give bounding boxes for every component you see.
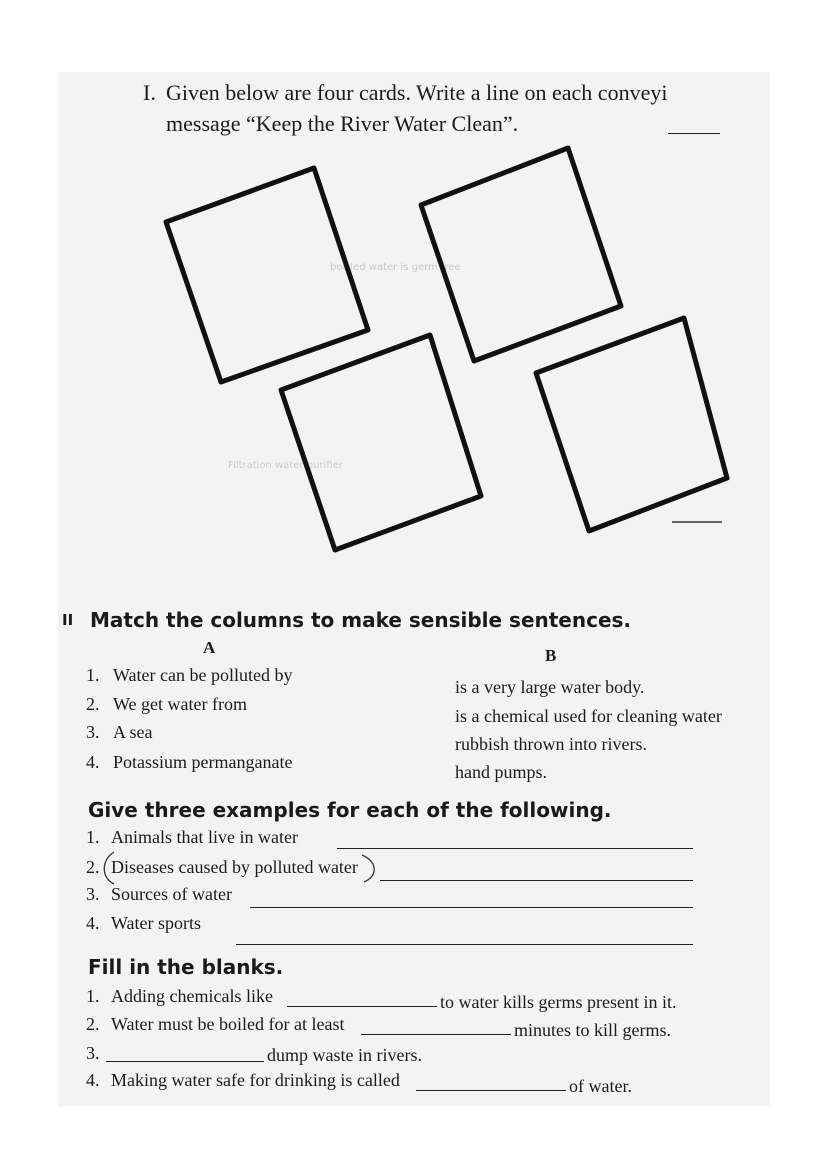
section-numeral: II xyxy=(62,611,74,629)
item-number: 2. xyxy=(86,1014,100,1034)
item-number: 4. xyxy=(86,752,100,772)
blank-text-after: minutes to kill germs. xyxy=(514,1020,671,1040)
bleed-caption-top: bottled water is germ free xyxy=(330,262,461,273)
section-heading: Give three examples for each of the following. xyxy=(88,798,612,822)
instruction-line-2: message “Keep the River Water Clean”. xyxy=(166,111,519,136)
column-b-item: is a very large water body. xyxy=(455,677,645,697)
blank-text-before: Water must be boiled for at least xyxy=(111,1014,345,1034)
blank-line[interactable] xyxy=(287,1006,437,1007)
item-number: 3. xyxy=(86,884,100,904)
blank-text-after: of water. xyxy=(569,1076,632,1096)
column-a-item: A sea xyxy=(113,722,153,742)
column-a-item: Potassium permanganate xyxy=(113,752,293,772)
blank-text-before: Adding chemicals like xyxy=(111,986,273,1006)
example-prompt: Sources of water xyxy=(111,884,232,904)
column-b-item: is a chemical used for cleaning water xyxy=(455,706,722,726)
bleed-caption-mid: Filtration water purifier xyxy=(228,460,343,471)
blank-text-before: Making water safe for drinking is called xyxy=(111,1070,400,1090)
item-number: 2. xyxy=(86,857,100,877)
column-a-item: We get water from xyxy=(113,694,247,714)
item-number: 1. xyxy=(86,827,100,847)
section-heading: Match the columns to make sensible sentences. xyxy=(90,608,632,632)
instruction-line-1: Given below are four cards. Write a line on each conveyi xyxy=(166,80,668,105)
item-number: 3. xyxy=(86,722,100,742)
item-number: 2. xyxy=(86,694,100,714)
section-heading: Fill in the blanks. xyxy=(88,955,284,979)
example-prompt: Animals that live in water xyxy=(111,827,298,847)
blank-line[interactable] xyxy=(106,1061,264,1062)
blank-text-after: to water kills germs present in it. xyxy=(440,992,677,1012)
item-number: 3. xyxy=(86,1043,100,1063)
column-b-item: hand pumps. xyxy=(455,762,547,782)
column-b-header: B xyxy=(545,646,557,665)
example-prompt: Diseases caused by polluted water xyxy=(111,857,358,877)
column-b-item: rubbish thrown into rivers. xyxy=(455,734,647,754)
item-number: 4. xyxy=(86,913,100,933)
example-prompt: Water sports xyxy=(111,913,202,933)
item-number: 4. xyxy=(86,1070,100,1090)
blank-text-after: dump waste in rivers. xyxy=(267,1045,422,1065)
item-number: 1. xyxy=(86,986,100,1006)
item-number: 1. xyxy=(86,665,100,685)
section-numeral: I. xyxy=(143,80,156,105)
blank-line[interactable] xyxy=(361,1034,511,1035)
column-a-item: Water can be polluted by xyxy=(113,665,293,685)
blank-line[interactable] xyxy=(416,1090,566,1091)
column-a-header: A xyxy=(203,638,216,657)
